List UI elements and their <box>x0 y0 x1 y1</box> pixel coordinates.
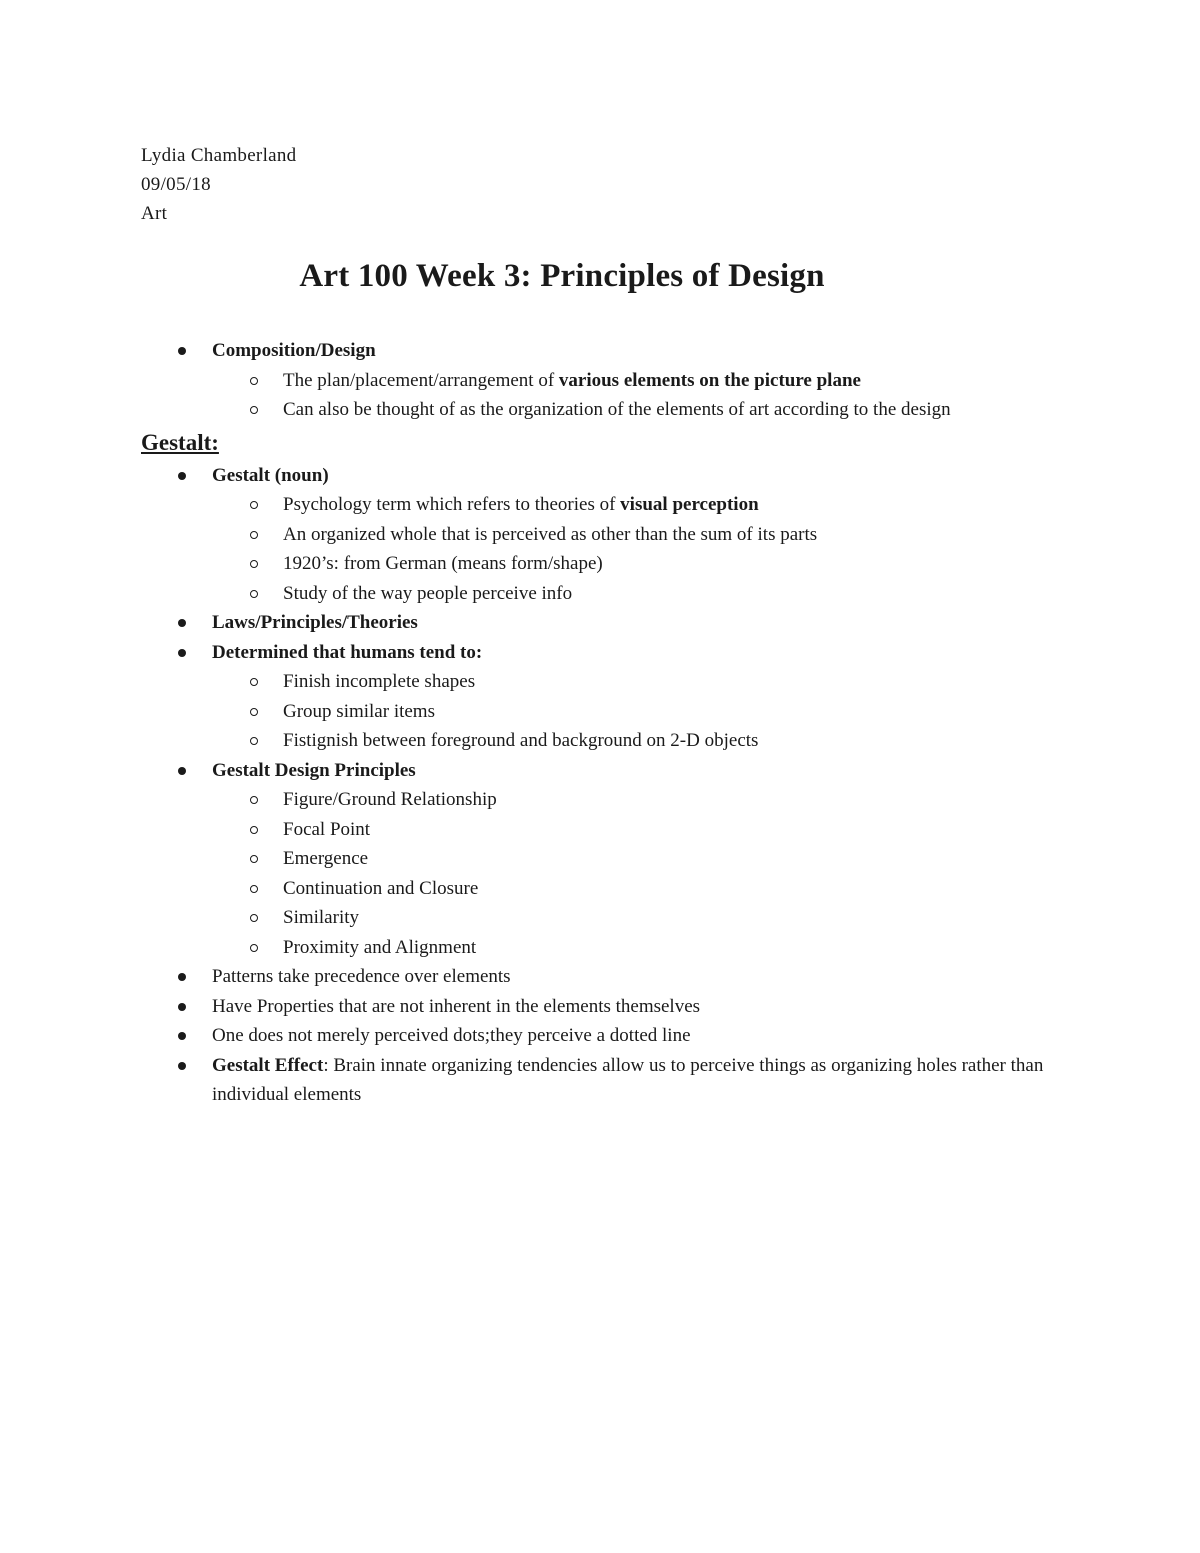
bullet-ring-icon <box>250 560 258 568</box>
document-header <box>141 141 296 228</box>
bullet-dot-icon <box>178 1062 186 1070</box>
bullet-ring-icon <box>250 914 258 922</box>
bullet-ring-icon <box>250 590 258 598</box>
sub-item-text: The plan/placement/arrangement of <box>283 369 559 391</box>
bullet-dot-icon <box>178 472 186 480</box>
sub-list-item <box>0 549 1200 579</box>
sub-list-item <box>0 815 1200 845</box>
bullet-ring-icon <box>250 531 258 539</box>
bullet-dot-icon <box>178 619 186 627</box>
sub-list-item <box>0 933 1200 963</box>
sub-list-item <box>0 697 1200 727</box>
sub-list-item <box>0 395 1200 425</box>
list-item-text: Have Properties that are not inherent in the elements themselves <box>212 995 701 1017</box>
sub-item-bold: visual perception <box>620 494 759 515</box>
gestalt-effect-text: : Brain innate organizing tendencies allow us to perceive things as organizing holes rather than individual elements <box>212 1054 1044 1105</box>
bullet-ring-icon <box>250 826 258 834</box>
subject-name: Art <box>141 203 168 224</box>
list-item <box>0 638 1200 668</box>
sub-item-text: Finish incomplete shapes <box>283 671 476 692</box>
sub-item-text: Fistignish between foreground and background on 2-D objects <box>283 730 759 751</box>
sub-item-text: An organized whole that is perceived as other than the sum of its parts <box>283 523 818 545</box>
document-date: 09/05/18 <box>141 174 211 195</box>
sub-list-item <box>0 490 1200 520</box>
sub-item-text: Similarity <box>283 907 359 928</box>
list-item-text <box>0 1051 1072 1110</box>
gestalt-effect-label: Gestalt Effect <box>212 1054 324 1076</box>
sub-item-text: Group similar items <box>283 700 435 722</box>
bullet-ring-icon <box>250 737 258 745</box>
sub-list-item <box>0 520 1200 550</box>
sub-item-text: Emergence <box>283 848 369 869</box>
list-item-heading: Laws/Principles/Theories <box>212 612 418 633</box>
sub-list-item <box>0 903 1200 933</box>
bullet-ring-icon <box>250 885 258 893</box>
list-item <box>0 962 1200 992</box>
list-item-heading: Composition/Design <box>212 340 376 361</box>
list-item <box>0 1051 1200 1110</box>
bullet-dot-icon <box>178 767 186 775</box>
bullet-ring-icon <box>250 855 258 863</box>
sub-list-item <box>0 579 1200 609</box>
bullet-dot-icon <box>178 1032 186 1040</box>
list-item-text: Patterns take precedence over elements <box>212 966 511 987</box>
bullet-ring-icon <box>250 944 258 952</box>
list-item-heading: Gestalt (noun) <box>212 464 329 486</box>
document-title: Art 100 Week 3: Principles of Design <box>299 258 825 294</box>
list-item-heading: Determined that humans tend to: <box>212 641 483 663</box>
list-item <box>0 756 1200 786</box>
sub-item-text: Proximity and Alignment <box>283 936 477 958</box>
author-name: Lydia Chamberland <box>141 145 297 166</box>
sub-item-text: Figure/Ground Relationship <box>283 789 497 810</box>
section-heading: Gestalt: <box>141 429 219 455</box>
list-item <box>0 336 1200 366</box>
bullet-ring-icon <box>250 796 258 804</box>
sub-item-text: Psychology term which refers to theories of <box>283 494 621 515</box>
bullet-ring-icon <box>250 406 258 414</box>
sub-item-text: Continuation and Closure <box>283 877 479 899</box>
bullet-dot-icon <box>178 973 186 981</box>
bullet-dot-icon <box>178 1003 186 1011</box>
list-item <box>0 461 1200 491</box>
sub-list-item <box>0 366 1200 396</box>
list-item-heading: Gestalt Design Principles <box>212 759 416 781</box>
sub-item-text: Can also be thought of as the organization of the elements of art according to the design <box>283 399 951 420</box>
sub-list-item <box>0 726 1200 756</box>
sub-list-item <box>0 667 1200 697</box>
notes-body <box>0 336 1200 1110</box>
sub-list-item <box>0 844 1200 874</box>
sub-list-item <box>0 874 1200 904</box>
bullet-ring-icon <box>250 708 258 716</box>
sub-item-text: Focal Point <box>283 818 371 840</box>
sub-item-bold: various elements on the picture plane <box>558 369 861 391</box>
sub-list-item <box>0 785 1200 815</box>
bullet-ring-icon <box>250 377 258 385</box>
list-item <box>0 1021 1200 1051</box>
list-item <box>0 992 1200 1022</box>
sub-item-text: 1920’s: from German (means form/shape) <box>283 553 603 574</box>
sub-item-text: Study of the way people perceive info <box>283 582 573 604</box>
bullet-ring-icon <box>250 678 258 686</box>
bullet-dot-icon <box>178 649 186 657</box>
list-item-text: One does not merely perceived dots;they perceive a dotted line <box>212 1025 691 1046</box>
bullet-dot-icon <box>178 347 186 355</box>
bullet-ring-icon <box>250 501 258 509</box>
list-item <box>0 608 1200 638</box>
